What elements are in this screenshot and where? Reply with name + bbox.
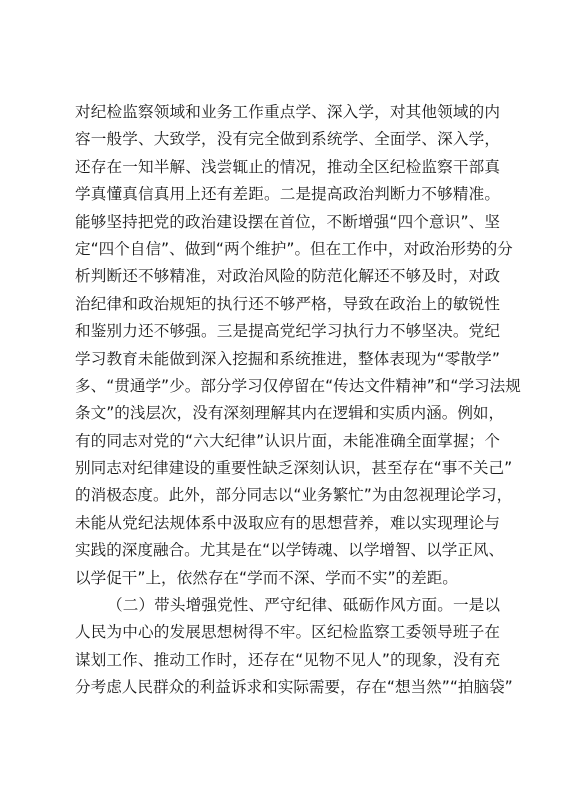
text-line: 学真懂真信真用上还有差距。二是提高政治判断力不够精准。 [75,185,500,204]
text-line: 分考虑人民群众的利益诉求和实际需要，存在“想当然”“拍脑袋” [75,678,513,697]
text-line: 能够坚持把党的政治建设摆在首位，不断增强“四个意识”、坚 [75,212,500,231]
text-line: 的消极态度。此外，部分同志以“业务繁忙”为由忽视理论学习， [75,486,513,505]
paragraph-end-line: 以学促干”上，依然存在“学而不深、学而不实”的差距。 [75,568,458,587]
text-line: 人民为中心的发展思想树得不牢。区纪检监察工委领导班子在 [75,623,500,642]
text-line: 谋划工作、推动工作时，还存在“见物不见人”的现象，没有充 [75,650,500,669]
text-line: 对纪检监察领域和业务工作重点学、深入学，对其他领域的内 [75,103,500,121]
text-line: 容一般学、大致学，没有完全做到系统学、全面学、深入学， [75,130,500,149]
text-line: 学习教育未能做到深入挖掘和系统推进，整体表现为“零散学” [75,349,500,368]
text-line: 多、“贯通学”少。部分学习仅停留在“传达文件精神”和“学习法规 [75,376,521,395]
body-text [75,99,521,702]
text-line: 别同志对纪律建设的重要性缺乏深刻认识，甚至存在“事不关己” [75,459,513,478]
text-line: 有的同志对党的“六大纪律”认识片面，未能准确全面掌握；个 [75,431,500,450]
text-line: 实践的深度融合。尤其是在“以学铸魂、以学增智、以学正风、 [75,541,505,560]
text-line: 定“四个自信”、做到“两个维护”。但在工作中，对政治形势的分 [75,239,513,258]
section-heading-line: （二）带头增强党性、严守纪律、砥砺作风方面。一是以 [107,596,500,615]
text-line: 治纪律和政治规矩的执行还不够严格，导致在政治上的敏锐性 [75,294,500,313]
text-line: 析判断还不够精准，对政治风险的防范化解还不够及时，对政 [75,267,500,286]
text-line: 条文”的浅层次，没有深刻理解其内在逻辑和实质内涵。例如， [75,404,505,423]
text-line: 未能从党纪法规体系中汲取应有的思想营养，难以实现理论与 [75,513,500,532]
text-line: 还存在一知半解、浅尝辄止的情况，推动全区纪检监察干部真 [75,157,500,176]
text-line: 和鉴别力还不够强。三是提高党纪学习执行力不够坚决。党纪 [75,322,500,341]
